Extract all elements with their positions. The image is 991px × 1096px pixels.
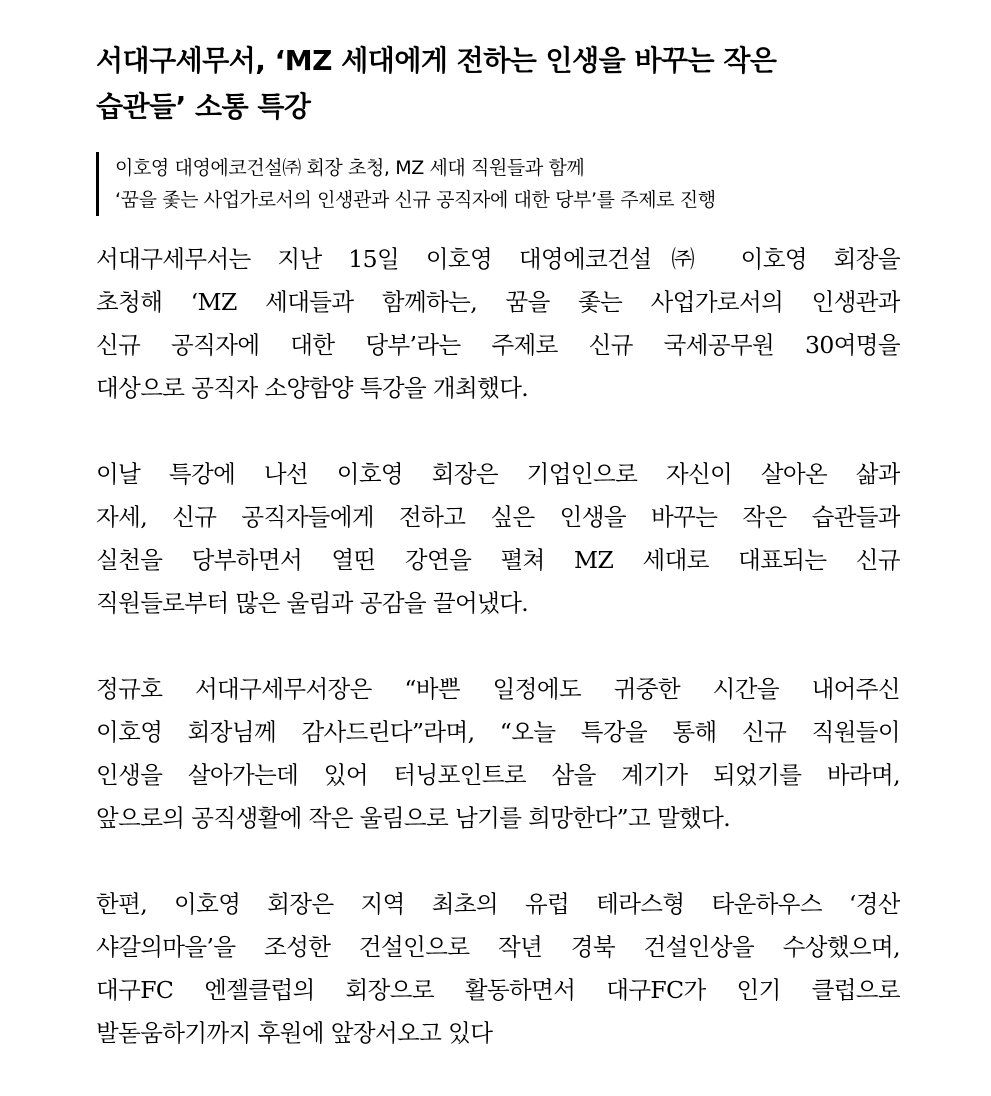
- subheadline-line: ‘꿈을 좇는 사업가로서의 인생관과 신규 공직자에 대한 당부’를 주제로 진행: [115, 189, 716, 211]
- body-line: 대상으로 공직자 소양함양 특강을 개최했다.: [96, 374, 529, 402]
- press-release: [96, 38, 900, 1055]
- body-line: 신규 공직자에 대한 당부’라는 주제로 신규 국세공무원 30여명을: [96, 331, 900, 359]
- body-line: 앞으로의 공직생활에 작은 울림으로 남기를 희망한다”고 말했다.: [96, 804, 731, 832]
- body-line: 초청해 ‘MZ 세대들과 함께하는, 꿈을 좇는 사업가로서의 인생관과: [96, 288, 900, 316]
- body-line: 한편, 이호영 회장은 지역 최초의 유럽 테라스형 타운하우스 ‘경산: [96, 890, 900, 918]
- headline-line: 서대구세무서, ‘MZ 세대에게 전하는 인생을 바꾸는 작은: [96, 44, 777, 77]
- body-line: 서대구세무서는 지난 15일 이호영 대영에코건설㈜ 이호영 회장을: [96, 245, 900, 273]
- article-body: [96, 238, 900, 1055]
- paragraph: [96, 238, 900, 410]
- headline-line: 습관들’ 소통 특강: [96, 90, 311, 123]
- body-line: 이날 특강에 나선 이호영 회장은 기업인으로 자신이 살아온 삶과: [96, 460, 900, 488]
- body-line: 발돋움하기까지 후원에 앞장서오고 있다: [96, 1019, 493, 1047]
- body-line: 이호영 회장님께 감사드린다”라며, “오늘 특강을 통해 신규 직원들이: [96, 718, 900, 746]
- body-line: 자세, 신규 공직자들에게 전하고 싶은 인생을 바꾸는 작은 습관들과: [96, 503, 900, 531]
- paragraph: [96, 883, 900, 1055]
- body-line: 직원들로부터 많은 울림과 공감을 끌어냈다.: [96, 589, 529, 617]
- body-line: 정규호 서대구세무서장은 “바쁜 일정에도 귀중한 시간을 내어주신: [96, 675, 900, 703]
- subheadline-line: 이호영 대영에코건설㈜ 회장 초청, MZ 세대 직원들과 함께: [115, 157, 585, 179]
- subheadline: [96, 152, 900, 216]
- paragraph: [96, 668, 900, 840]
- body-line: 실천을 당부하면서 열띤 강연을 펼쳐 MZ 세대로 대표되는 신규: [96, 546, 900, 574]
- headline: [96, 38, 900, 130]
- body-line: 샤갈의마을’을 조성한 건설인으로 작년 경북 건설인상을 수상했으며,: [96, 933, 900, 961]
- body-line: 인생을 살아가는데 있어 터닝포인트로 삼을 계기가 되었기를 바라며,: [96, 761, 900, 789]
- body-line: 대구FC 엔젤클럽의 회장으로 활동하면서 대구FC가 인기 클럽으로: [96, 976, 900, 1004]
- paragraph: [96, 453, 900, 625]
